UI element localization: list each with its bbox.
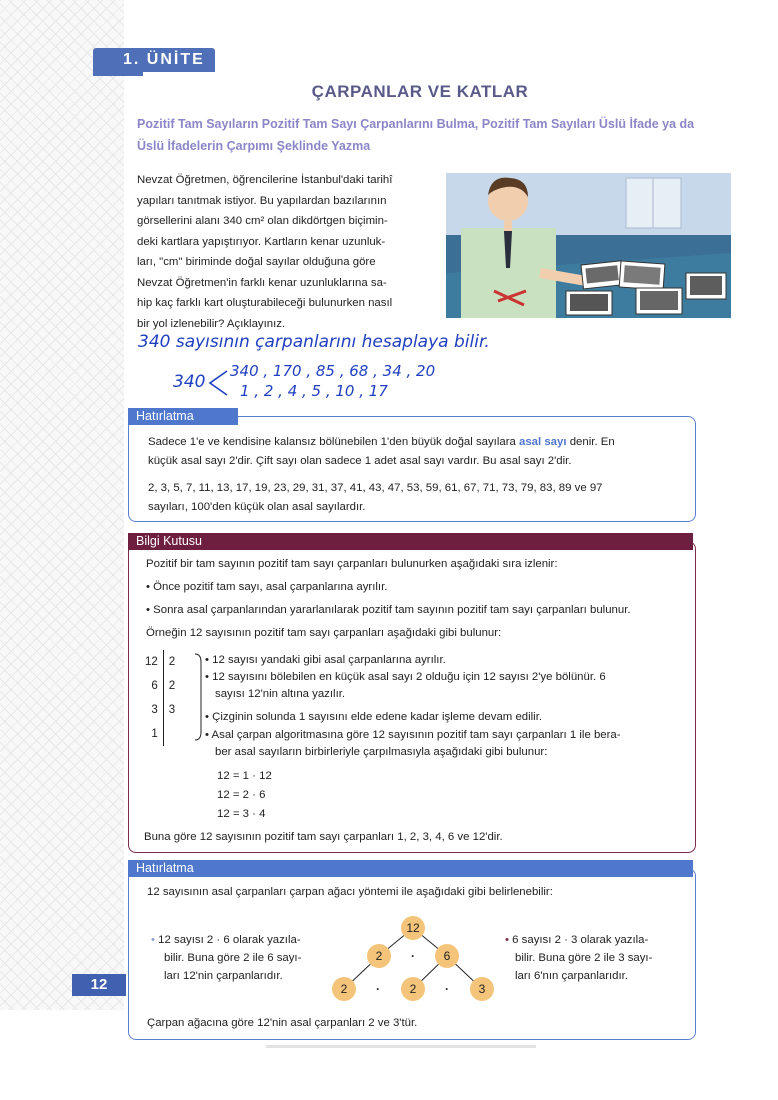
unit-label: 1. ÜNİTE xyxy=(123,51,205,68)
tree-dot-2: · xyxy=(376,982,380,996)
hatirlatma-box-1 xyxy=(128,409,696,522)
hatirlatma-label: Hatırlatma xyxy=(128,408,238,425)
bilgi-intro: Pozitif bir tam sayının pozitif tam sayı çarpanları bulunurken aşağıdaki sıra izlenir: xyxy=(146,558,558,570)
prime-list xyxy=(148,479,688,517)
factor-tree xyxy=(324,913,504,1007)
bilgi-kutusu-label: Bilgi Kutusu xyxy=(128,533,693,550)
page-number: 12 xyxy=(72,974,126,996)
bilgi-conclusion: Buna göre 12 sayısının pozitif tam sayı çarpanları 1, 2, 3, 4, 6 ve 12'dir. xyxy=(144,831,503,843)
intro-line: ları, "cm" biriminde doğal sayılar olduğuna göre xyxy=(137,256,376,268)
tree-conclusion: Çarpan ağacına göre 12'nin asal çarpanları 2 ve 3'tür. xyxy=(147,1017,418,1029)
tree-root-value: 12 xyxy=(406,921,420,935)
equation-2: 12 = 2 · 6 xyxy=(217,789,266,801)
definition-line-2: küçük asal sayı 2'dir. Çift sayı olan sadece 1 adet asal sayı vardır. Bu asal sayı 2'dir. xyxy=(148,455,572,467)
teacher-illustration xyxy=(446,173,731,318)
bilgi-kutusu-box xyxy=(128,534,696,853)
handwritten-factors-bottom: 1 , 2 , 4 , 5 , 10 , 17 xyxy=(240,382,388,400)
tree-left-note: • 12 sayısı 2 · 6 olarak yazıla- bilir. Buna göre 2 ile 6 sayı- ları 12'nin çarpanlarıdır. xyxy=(151,934,302,982)
equation-3: 12 = 3 · 4 xyxy=(217,808,266,820)
page-subtitle: Pozitif Tam Sayıların Pozitif Tam Sayı Çarpanlarını Bulma, Pozitif Tam Sayıları Üslü İfade ya da Üslü İfadelerin Çarpımı Şeklinde Yazma xyxy=(137,117,695,153)
intro-line: Nevzat Öğretmen'in farklı kenar uzunluklarına sa- xyxy=(137,276,387,289)
tree-intro: 12 sayısının asal çarpanları çarpan ağacı yöntemi ile aşağıdaki gibi belirlenebilir: xyxy=(147,886,553,898)
tree-dot-3: · xyxy=(445,982,449,996)
intro-line: hip kaç farklı kart oluşturabileceği bulunurken nasıl xyxy=(137,297,393,309)
bilgi-example: Örneğin 12 sayısının pozitif tam sayı çarpanları aşağıdaki gibi bulunur: xyxy=(146,627,502,639)
equation-1: 12 = 1 · 12 xyxy=(217,770,272,782)
less-than-bracket-icon xyxy=(207,368,229,398)
tree-ll-value: 2 xyxy=(340,982,348,996)
prime-list-line-2: sayıları, 100'den küçük olan asal sayılardır. xyxy=(148,501,366,513)
handwritten-number: 340 xyxy=(173,372,206,392)
hatched-margin xyxy=(0,0,124,1010)
intro-line: yapıları tanıtmak istiyor. Bu yapılardan bazılarının xyxy=(137,194,387,207)
intro-line: Nevzat Öğretmen, öğrencilerine İstanbul'daki tarihî xyxy=(137,174,393,186)
page-title: ÇARPANLAR VE KATLAR xyxy=(311,82,529,101)
hatirlatma-box-2 xyxy=(128,861,696,1040)
step-1: • 12 sayısı yandaki gibi asal çarpanlarına ayrılır. xyxy=(205,654,446,666)
bottom-divider xyxy=(266,1045,536,1048)
handwritten-answer: 340 sayısının çarpanlarını hesaplaya bilir. xyxy=(138,332,490,352)
handwritten-factors-top: 340 , 170 , 85 , 68 , 34 , 20 xyxy=(230,362,436,380)
tree-rr-value: 3 xyxy=(478,982,486,996)
definition-text-end: denir. En xyxy=(569,436,615,448)
tree-rl-value: 2 xyxy=(409,982,417,996)
hatirlatma-label-2: Hatırlatma xyxy=(128,860,693,877)
prime-list-line-1: 2, 3, 5, 7, 11, 13, 17, 19, 23, 29, 31, 37, 41, 43, 47, 53, 59, 61, 67, 71, 73, 79, 83, 89 ve 97 xyxy=(148,482,603,494)
intro-line: görsellerini alanı 340 cm² olan dikdörtgen biçimin- xyxy=(137,215,388,227)
intro-paragraph xyxy=(137,170,429,334)
step-3: • Çizginin solunda 1 sayısını elde edene kadar işleme devam edilir. xyxy=(205,711,543,723)
bilgi-bullet-1: • Önce pozitif tam sayı, asal çarpanlarına ayrılır. xyxy=(146,581,388,593)
prime-definition xyxy=(148,433,688,471)
tree-right-note: • 6 sayısı 2 · 3 olarak yazıla- bilir. Buna göre 2 ile 3 sayı- ları 6'nın çarpanlarıdır. xyxy=(505,934,653,982)
intro-line: deki kartlara yapıştırıyor. Kartların kenar uzunluk- xyxy=(137,235,386,248)
tree-right-value: 6 xyxy=(443,949,451,963)
unit-tab xyxy=(93,48,215,72)
tree-left-value: 2 xyxy=(375,949,383,963)
bilgi-bullet-2: • Sonra asal çarpanlarından yararlanılarak pozitif tam sayının pozitif tam sayı çarpanları bulunur. xyxy=(146,604,631,616)
bracket-icon xyxy=(193,652,203,742)
step-4: • Asal çarpan algoritmasına göre 12 sayısının pozitif tam sayı çarpanları 1 ile bera- ber asal sayıların birbirleriyle çarpılmasıyla aşağıdaki gibi bulunur: xyxy=(205,729,621,758)
division-ladder: 12 2 6 2 3 3 1 xyxy=(140,650,180,746)
definition-text: Sadece 1'e ve kendisine kalansız bölünebilen 1'den büyük doğal sayılara xyxy=(148,436,516,448)
unit-underline xyxy=(93,72,143,76)
prime-term: asal sayı xyxy=(519,436,567,448)
tree-dot-1: · xyxy=(411,949,415,963)
step-2: • 12 sayısını bölebilen en küçük asal sayı 2 olduğu için 12 sayısı 2'ye bölünür. 6 sayısı 12'nin altına yazılır. xyxy=(205,671,606,700)
intro-line: bir yol izlenebilir? Açıklayınız. xyxy=(137,317,286,330)
